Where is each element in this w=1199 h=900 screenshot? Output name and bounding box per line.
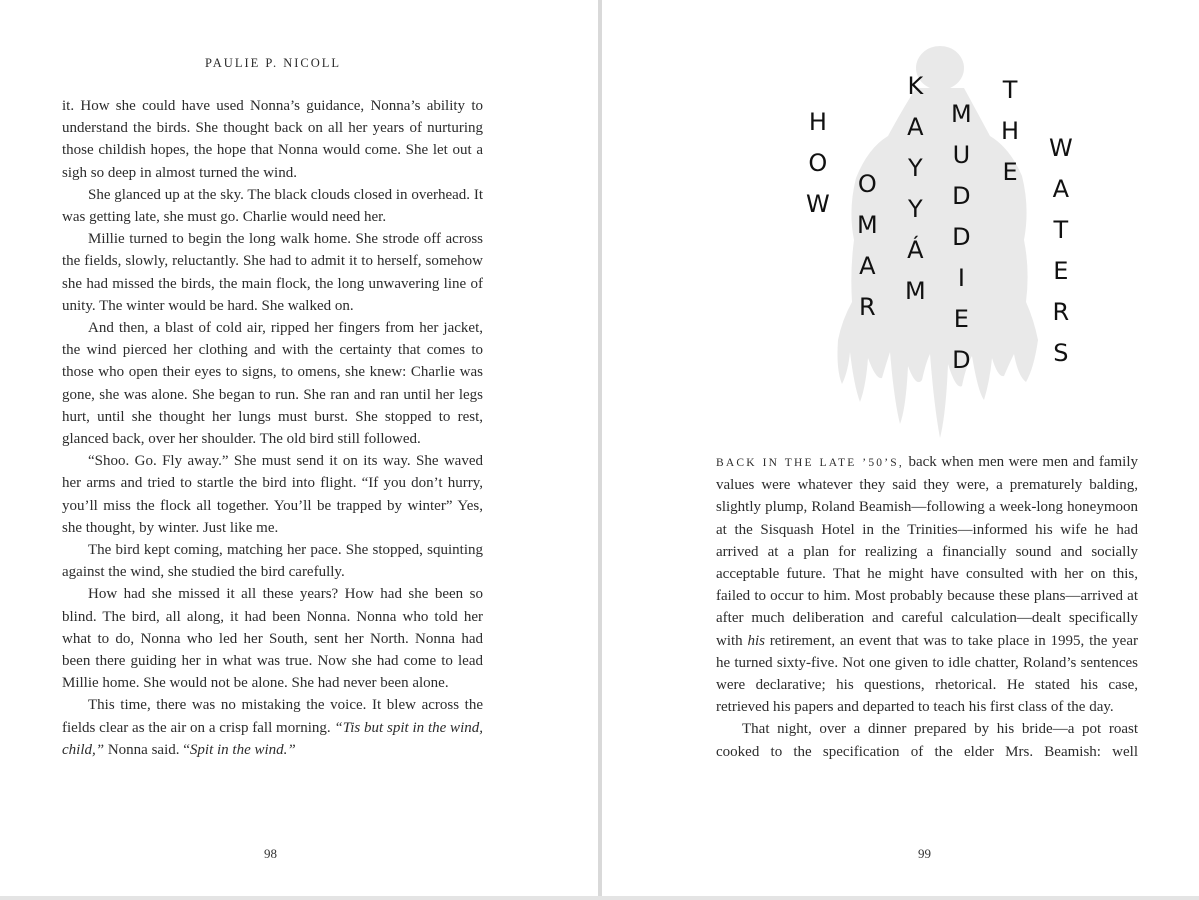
title-word-omar: O M A R — [857, 170, 878, 321]
title-word-muddied: M U D D I E D — [951, 100, 972, 374]
left-page-text — [62, 95, 483, 761]
paragraph: Millie turned to begin the long walk home. She strode off across the fields, slowly, reluctantly. She had to admit it to herself, somehow she had missed the birds, the main flock, the long unwavering line of unity. The winter would be hard. She walked on. — [62, 231, 483, 314]
page-number-left: 98 — [264, 846, 277, 861]
italic-quote: “Tis but spit in the wind, child,” — [62, 719, 483, 758]
paragraph: She glanced up at the sky. The black clouds closed in overhead. It was getting late, she must go. Charlie would need her. — [62, 186, 483, 226]
title-word-waters: W A T E R S — [1049, 134, 1073, 367]
paragraph: The bird kept coming, matching her pace. She stopped, squinting against the wind, she studied the bird carefully. — [62, 542, 483, 581]
page-number-right: 99 — [918, 846, 931, 861]
title-word-the: T H E — [1001, 76, 1020, 186]
dripping-silhouette-illustration — [790, 40, 1090, 450]
page-bottom-edge — [0, 896, 1199, 900]
title-word-kayyam: K A Y Y Á M — [905, 72, 926, 305]
left-page — [0, 0, 598, 900]
chapter-title-art — [790, 40, 1090, 450]
paragraph: That night, over a dinner prepared by his bride—a pot roast cooked to the specification of the elder Mrs. Beamish: well — [716, 721, 1138, 760]
italic-word: his — [747, 632, 765, 649]
right-page-text — [716, 451, 1138, 763]
opening-smallcaps: BACK IN THE LATE ’50’S, — [716, 457, 904, 469]
paragraph: “Shoo. Go. Fly away.” She must send it on its way. She waved her arms and tried to startle the bird into flight. “If you don’t hurry, you’ll miss the flock all together. You’ll be trapped by winter” Yes, she thought, by winter. Just like me. — [62, 453, 483, 536]
paragraph: And then, a blast of cold air, ripped her fingers from her jacket, the wind pierced her clothing and with the certainty that comes to those who open their eyes to signs, to omens, she knew: Charlie was gone, she was alone. She began to run. She ran and ran until her legs hurt, until she thought her lungs must burst. She stopped to rest, glanced back, over her shoulder. The old bird still followed. — [62, 320, 483, 448]
paragraph: How had she missed it all these years? How had she been so blind. The bird, all along, it had been Nonna. Nonna who told her what to do, Nonna who led her South, sent her North. Nonna had been there guiding her in what was true. Now she had come to lead Millie home. She would not be alone. She had never been alone. — [62, 586, 483, 692]
opening-paragraph: BACK IN THE LATE ’50’S, back when men were men and family values were whatever they said they were, a prematurely balding, slightly plump, Roland Beamish—following a week-long honeymoon at the Sisquash Hotel in the Trinities—informed his wife he had arrived at a plan for realizing a financially sound and socially acceptable future. That he might have consulted with her on this, failed to occur to him. Most probably because these plans—arrived at after much deliberation and careful calculation—dealt specifically with his retirement, an event that was to take place in 1995, the year he turned sixty-five. Not one given to idle chatter, Roland’s sentences were declarative; his questions, rhetorical. He stated his case, retrieved his papers and departed to teach his first class of the day. — [716, 454, 1138, 716]
running-head: PAULIE P. NICOLL — [204, 56, 342, 70]
final-paragraph: This time, there was no mistaking the voice. It blew across the fields clear as the air on a crisp fall morning. “Tis but spit in the wind, child,” Nonna said. “Spit in the wind.” — [62, 697, 483, 758]
paragraph: it. How she could have used Nonna’s guidance, Nonna’s ability to understand the birds. She thought back on all her years of nurturing those childish hopes, the hope that Nonna would come. She let out a sigh so deep in almost turned the wind. — [62, 98, 483, 181]
italic-quote: Spit in the wind.” — [189, 741, 296, 758]
title-word-how: H O W — [806, 108, 830, 218]
